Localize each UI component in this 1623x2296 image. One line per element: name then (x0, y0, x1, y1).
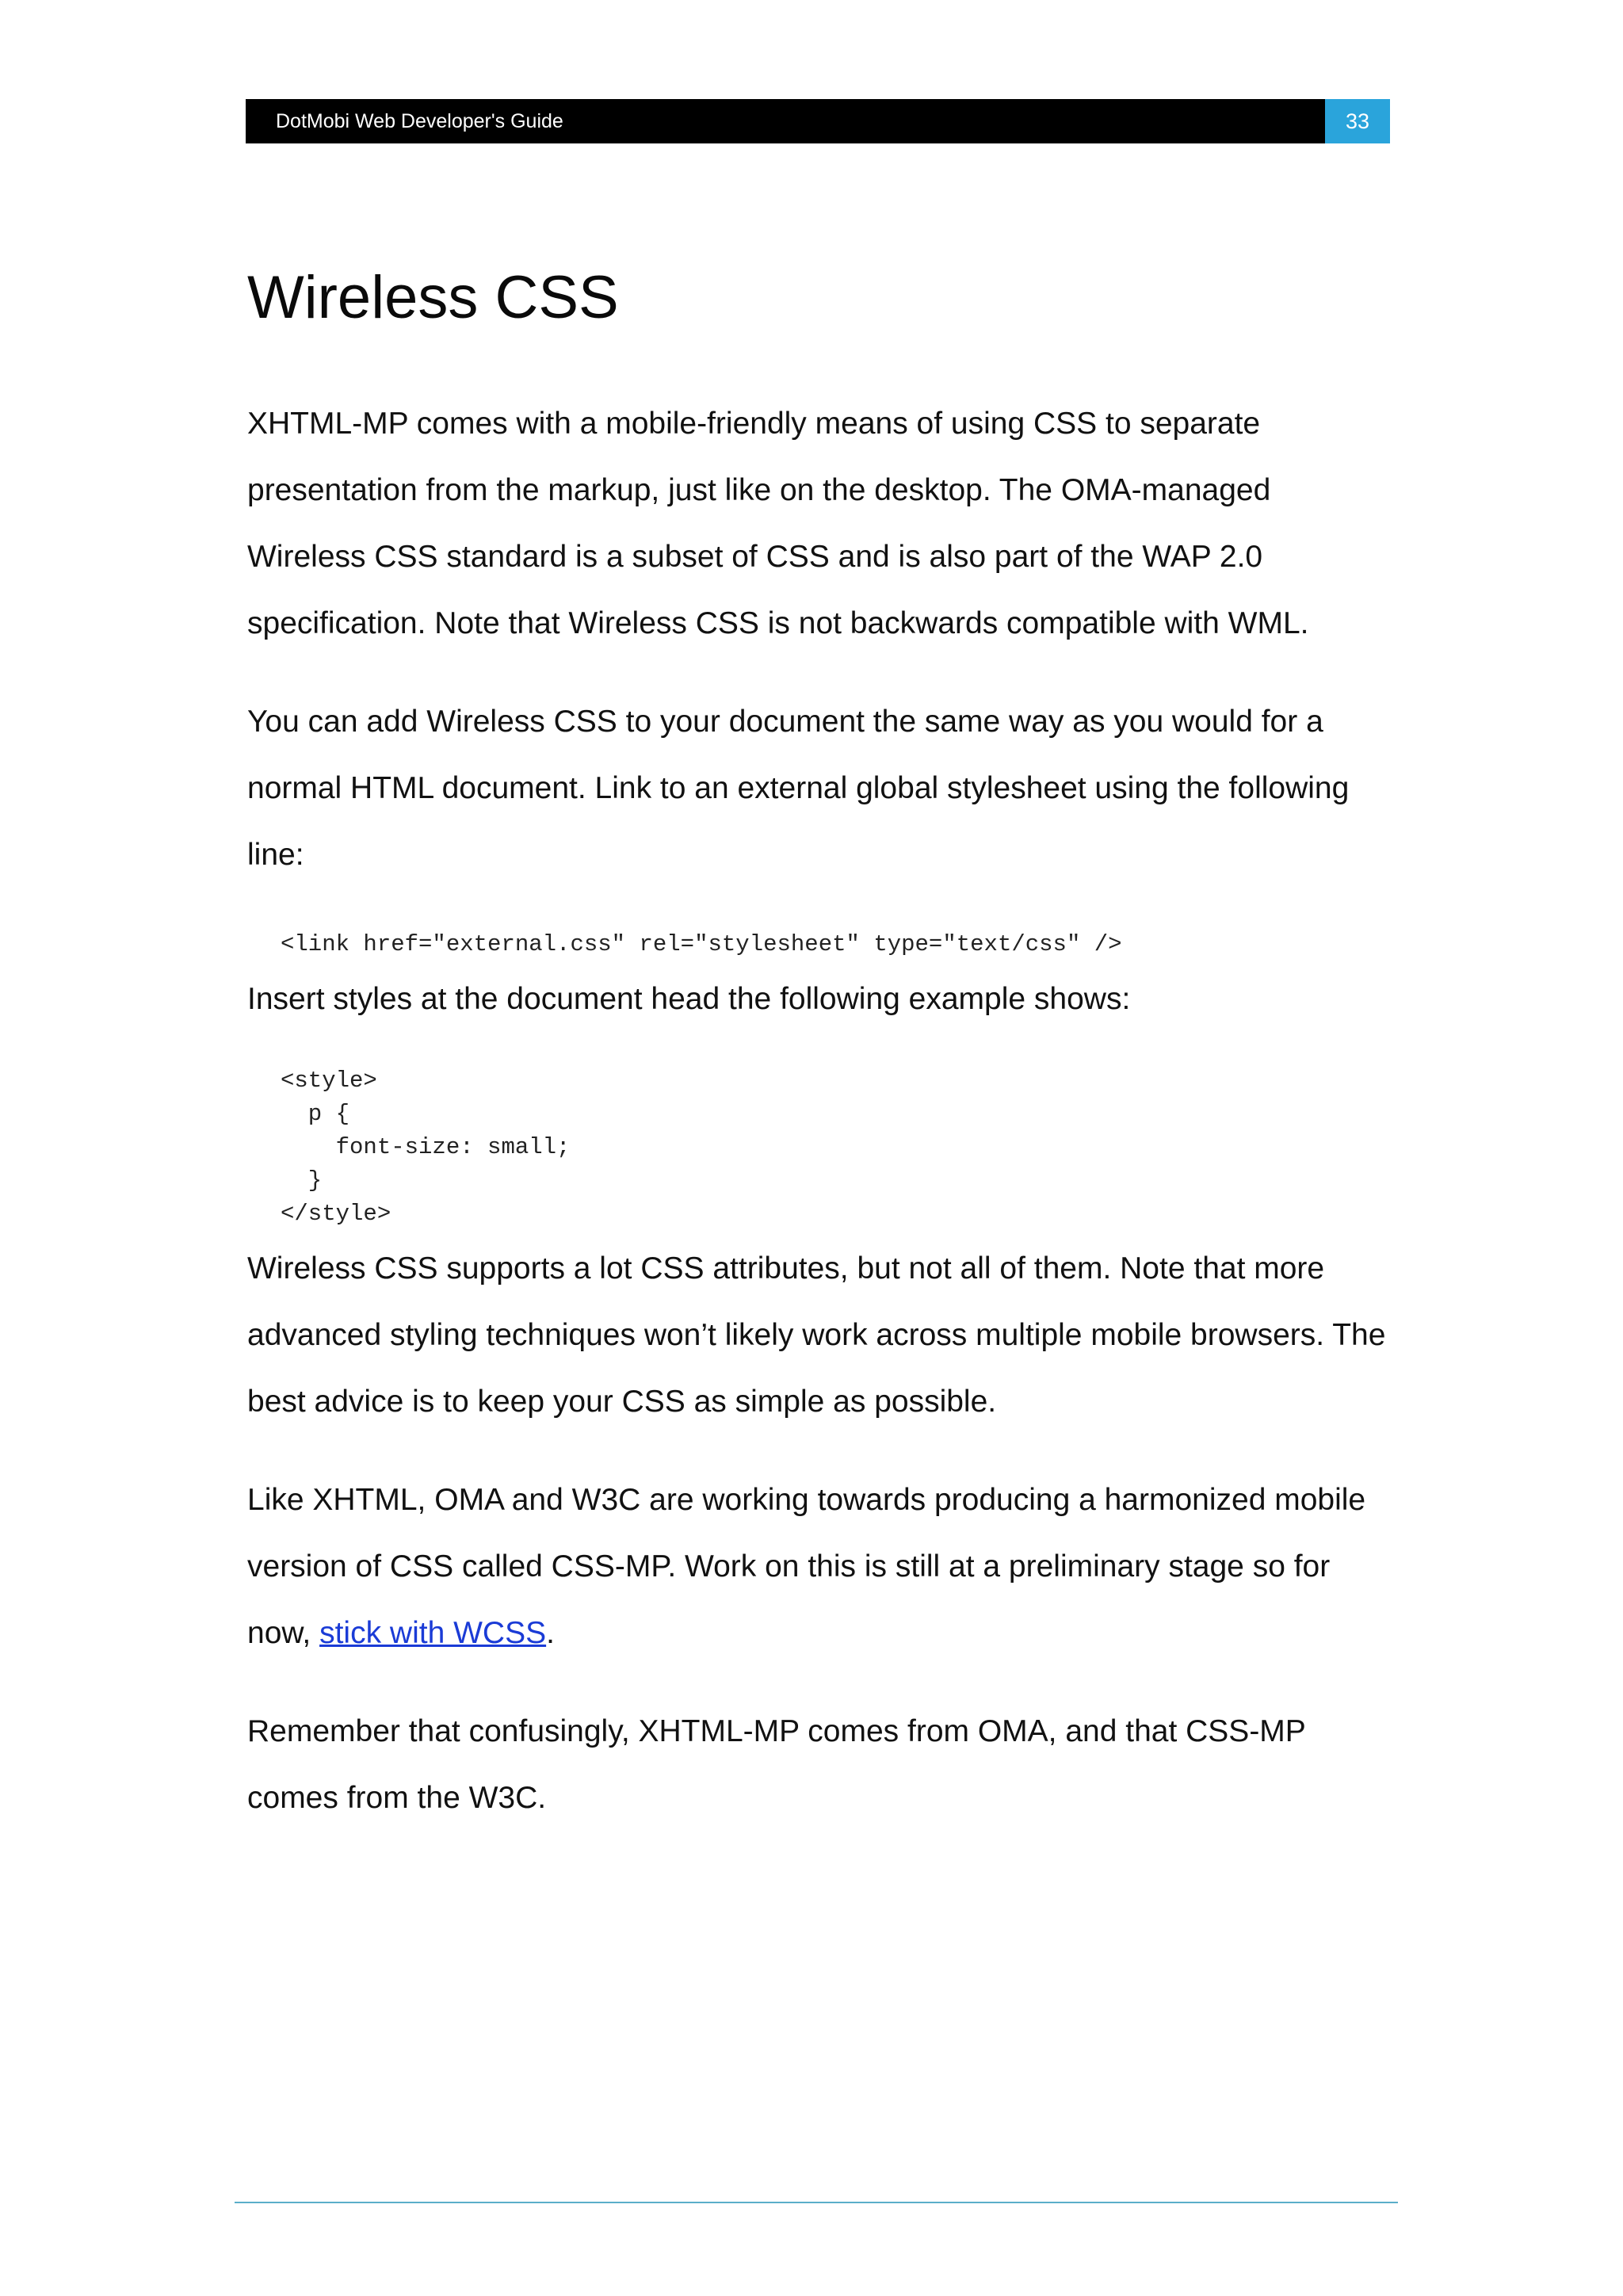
code-style-block: <style> p { font-size: small; } </style> (281, 1068, 571, 1228)
paragraph-css-mp-end: . (546, 1616, 555, 1651)
footer-divider (235, 2202, 1398, 2203)
paragraph-remember: Remember that confusingly, XHTML-MP comes from OMA, and that CSS-MP comes from the W3C. (247, 1714, 1306, 1816)
page-number: 33 (1325, 99, 1390, 143)
paragraph-insert-styles: Insert styles at the document head the following example shows: (247, 982, 1131, 1017)
stick-with-wcss-link[interactable]: stick with WCSS (319, 1616, 547, 1651)
paragraph-css-mp (247, 1467, 1388, 1667)
section-heading: Wireless CSS (247, 264, 619, 331)
paragraph-intro: XHTML-MP comes with a mobile-friendly means of using CSS to separate presentation from the markup, just like on the desktop. The OMA-managed Wireless CSS standard is a subset of CSS and is also part of the WAP 2.0 specification. Note that Wireless CSS is not backwards compatible with WML. (247, 407, 1309, 641)
header-title: DotMobi Web Developer's Guide (276, 110, 563, 132)
paragraph-css-mp-text: Like XHTML, OMA and W3C are working towards producing a harmonized mobile version of CSS called CSS-MP. Work on this is still at a preliminary stage so for now, (247, 1483, 1366, 1651)
page-content (247, 262, 1388, 1832)
paragraph-support: Wireless CSS supports a lot CSS attributes, but not all of them. Note that more advanced styling techniques won’t likely work across multiple mobile browsers. The best advice is to keep your CSS as simple as possible. (247, 1251, 1386, 1419)
code-link-tag: <link href="external.css" rel="stylesheet" type="text/css" /> (281, 931, 1122, 958)
page-header (246, 99, 1390, 143)
paragraph-add-css: You can add Wireless CSS to your document the same way as you would for a normal HTML document. Link to an external global stylesheet using the following line: (247, 705, 1350, 873)
